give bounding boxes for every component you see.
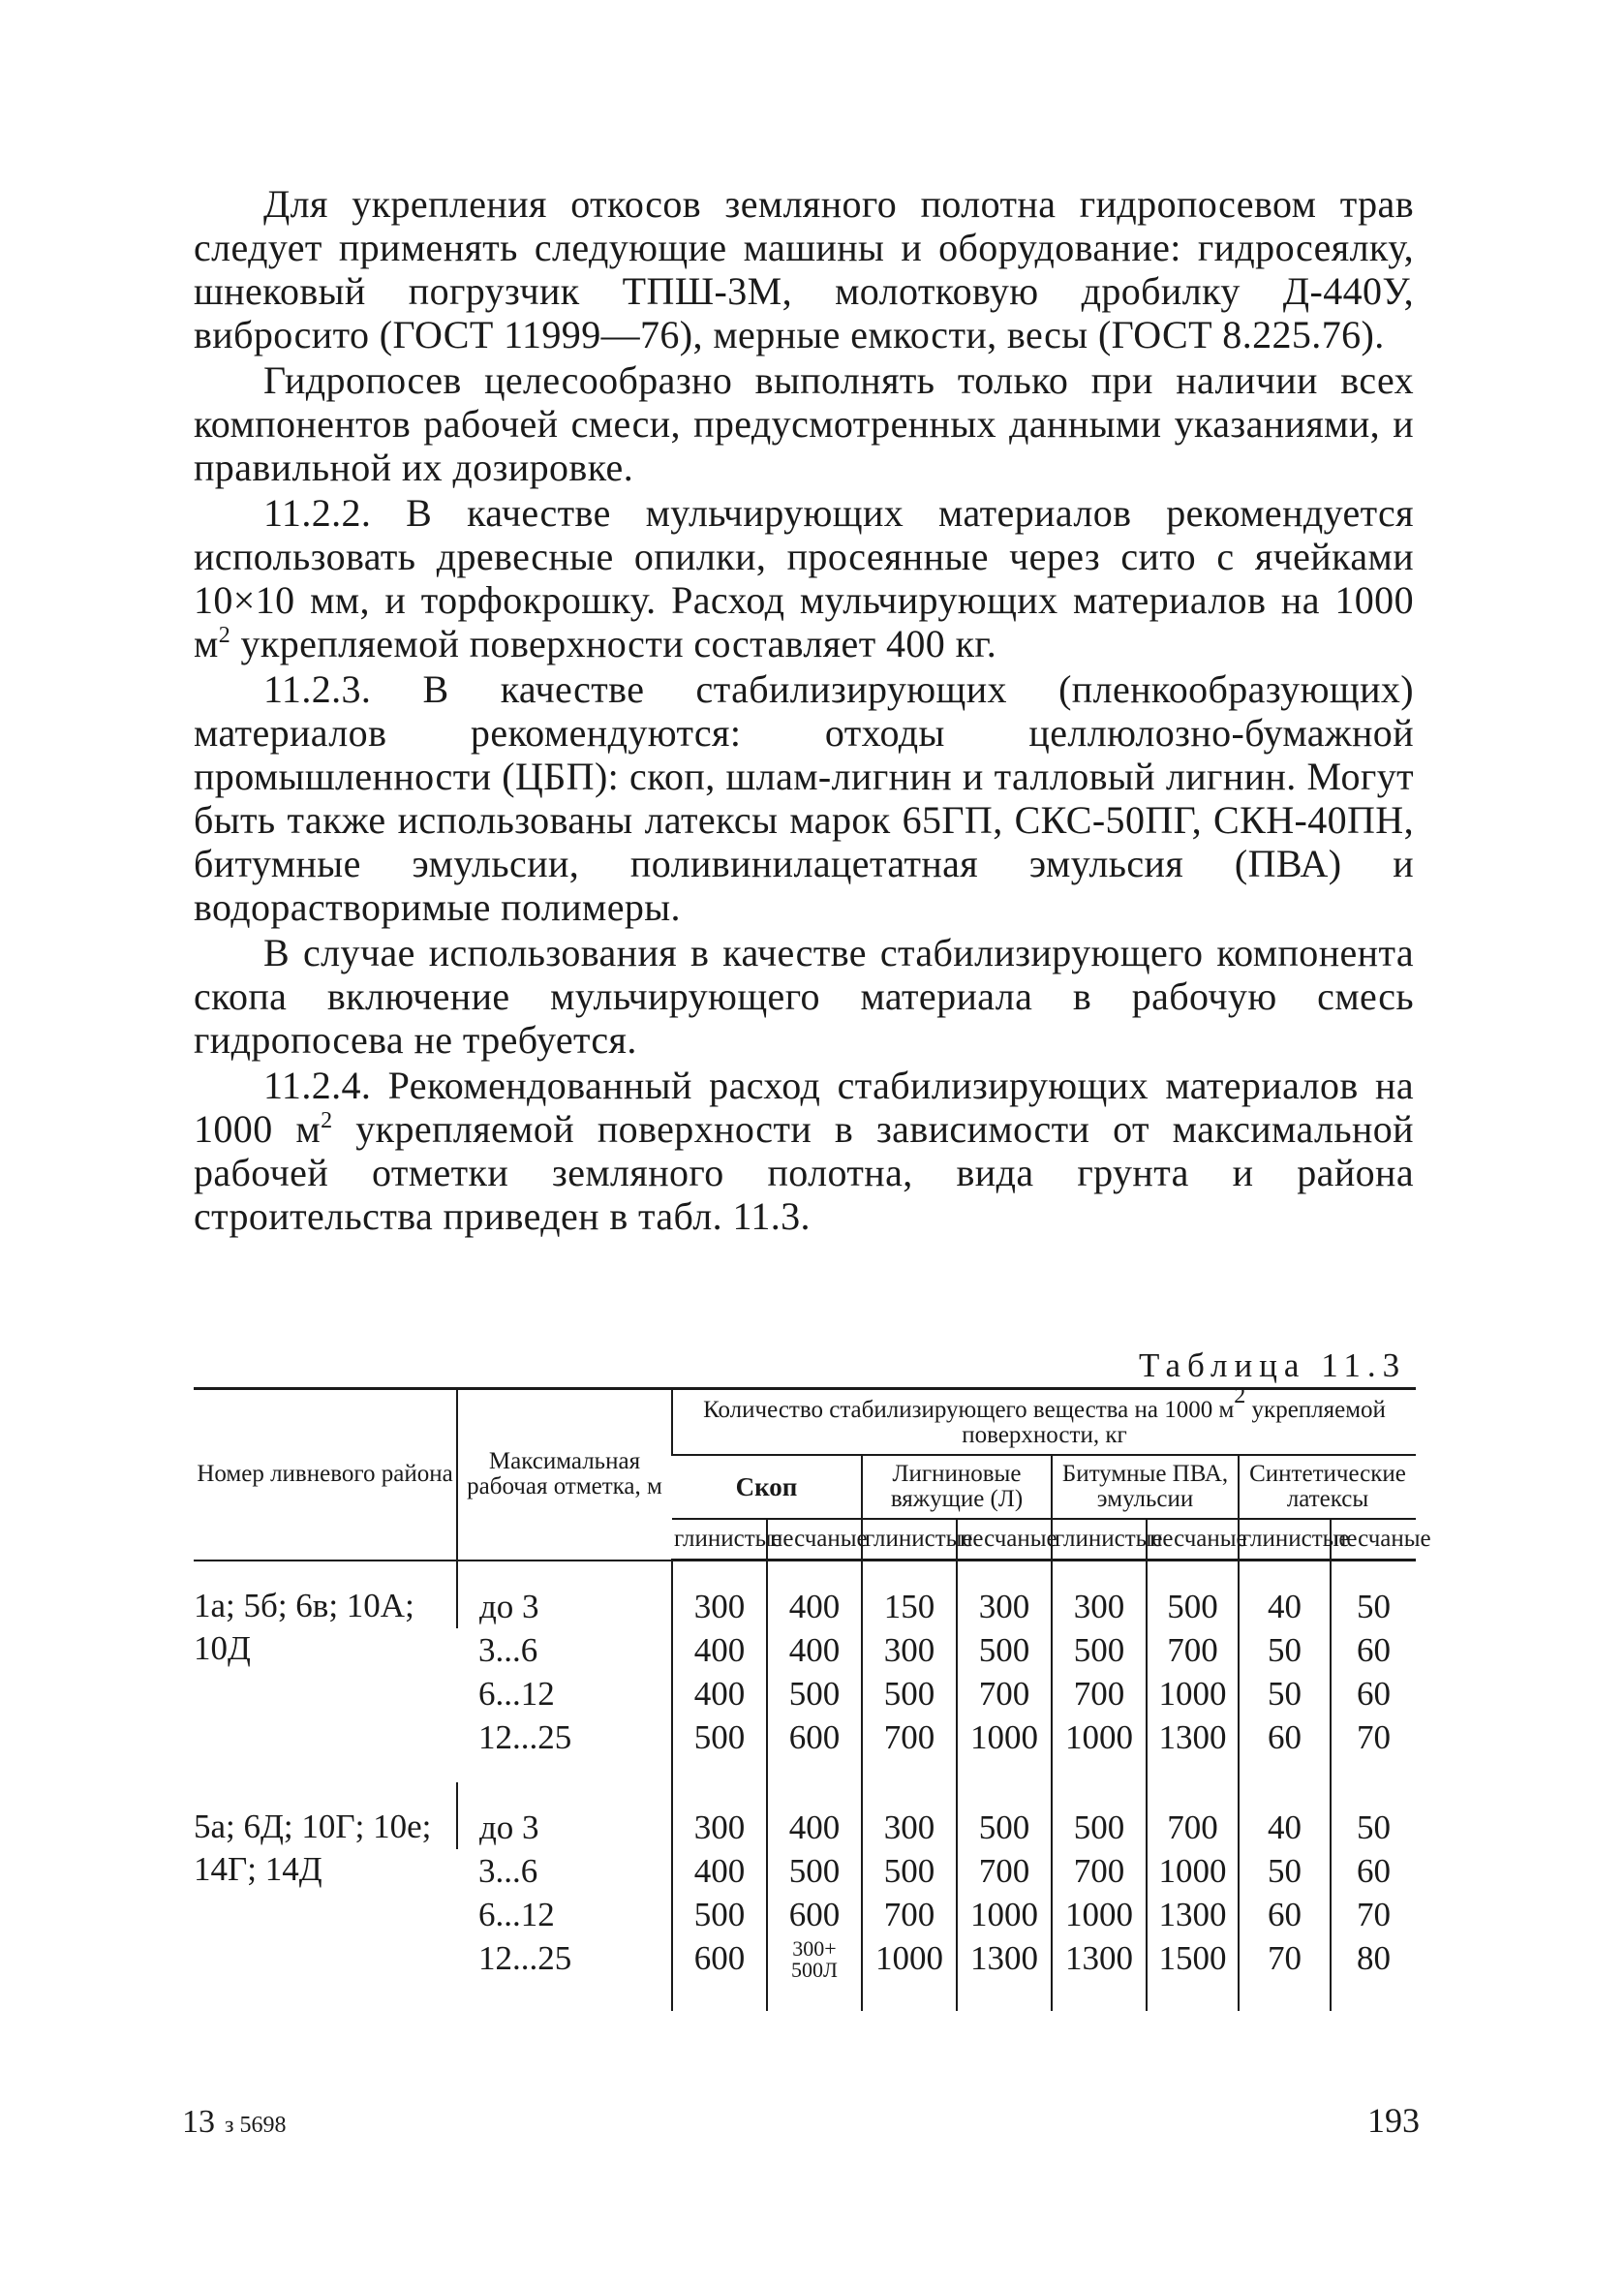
- printer-mark: [182, 2104, 286, 2141]
- height-cell: 12...25: [478, 1939, 572, 1977]
- value-cell: 600: [767, 1715, 862, 1782]
- value-cell: 700: [957, 1849, 1052, 1893]
- value-cell: 500: [1052, 1782, 1147, 1849]
- value-cell: 700: [862, 1715, 957, 1782]
- paragraph: В случае использования в качестве стабилизирующего компонента скопа включение мульчирующего материала в рабочую смесь гидропосева не требуется.: [194, 931, 1414, 1062]
- value-cell: 1000: [957, 1715, 1052, 1782]
- height-cell: 3...6: [478, 1631, 538, 1669]
- page-number: 193: [1367, 2101, 1420, 2140]
- header-soil-clay: глинистые: [1239, 1519, 1331, 1561]
- body-text: [194, 182, 1414, 1238]
- value-cell: 60: [1239, 1893, 1331, 1936]
- header-soil-sand: песчаные: [1147, 1519, 1239, 1561]
- header-soil-sand: песчаные: [1331, 1519, 1416, 1561]
- value-cell: 500: [957, 1782, 1052, 1849]
- value-cell: 1300: [1147, 1715, 1239, 1782]
- value-cell: 400: [767, 1628, 862, 1672]
- value-cell: 60: [1331, 1672, 1416, 1715]
- value-cell: 1000: [1147, 1672, 1239, 1715]
- value-cell: 1300: [1147, 1893, 1239, 1936]
- value-cell: 400: [767, 1561, 862, 1629]
- paragraph: 11.2.2. В качестве мульчирующих материалов рекомендуется использовать древесные опилки, просеянные через сито с ячейками 10×10 мм, и торфокрошку. Расход мульчирующих материалов на 1000 $м^2$ укрепляемой поверхности составляет 400 кг.: [194, 491, 1414, 665]
- value-cell: 150: [862, 1561, 957, 1629]
- value-cell: 500: [767, 1849, 862, 1893]
- order-number: з 5698: [225, 2113, 287, 2138]
- region-cell: 1а; 5б; 6в; 10А; 10Д: [194, 1586, 414, 1667]
- value-cell: 50: [1331, 1782, 1416, 1849]
- value-cell: 500: [672, 1715, 767, 1782]
- value-cell: 70: [1239, 1936, 1331, 2011]
- value-cell: 40: [1239, 1561, 1331, 1629]
- header-soil-clay: глинистые: [672, 1519, 767, 1561]
- value-cell: 1500: [1147, 1936, 1239, 2011]
- value-cell: 500: [957, 1628, 1052, 1672]
- value-cell: 400: [672, 1628, 767, 1672]
- value-cell: 70: [1331, 1715, 1416, 1782]
- value-cell: 500: [1147, 1561, 1239, 1629]
- table-body: [194, 1561, 1416, 2012]
- value-cell: 50: [1239, 1672, 1331, 1715]
- value-cell: 60: [1239, 1715, 1331, 1782]
- header-quantity: [672, 1383, 1416, 1456]
- header-soil-clay: глинистые: [862, 1519, 957, 1561]
- value-cell: 600: [767, 1893, 862, 1936]
- value-cell: 60: [1331, 1628, 1416, 1672]
- value-cell: 700: [1147, 1628, 1239, 1672]
- value-cell: 50: [1239, 1849, 1331, 1893]
- value-cell: 300: [672, 1561, 767, 1629]
- height-cell: до 3: [457, 1782, 672, 1849]
- value-cell: 60: [1331, 1849, 1416, 1893]
- value-cell: 400: [672, 1672, 767, 1715]
- paragraph: Гидропосев целесообразно выполнять только при наличии всех компонентов рабочей смеси, предусмотренных данными указаниями, и правильной их дозировке.: [194, 358, 1414, 489]
- value-cell: 400: [672, 1849, 767, 1893]
- header-group-bitumen: Битумные ПВА, эмульсии: [1052, 1455, 1239, 1519]
- value-cell: 300: [672, 1782, 767, 1849]
- header-quantity-text: Количество стабилизирующего вещества на 1000 $м^2$ укрепляемой поверхности, кг: [703, 1383, 1386, 1448]
- value-cell: 1300: [1052, 1936, 1147, 2011]
- header-soil-clay: глинистые: [1052, 1519, 1147, 1561]
- header-soil-sand: песчаные: [767, 1519, 862, 1561]
- value-cell: 300: [862, 1628, 957, 1672]
- value-cell: 700: [1052, 1672, 1147, 1715]
- value-cell: 40: [1239, 1782, 1331, 1849]
- value-cell: 1000: [957, 1893, 1052, 1936]
- table-row: [194, 1782, 1416, 1849]
- value-cell: 600: [672, 1936, 767, 2011]
- value-cell: 500: [672, 1893, 767, 1936]
- header-soil-sand: песчаные: [957, 1519, 1052, 1561]
- value-cell: 400: [767, 1782, 862, 1849]
- header-height: Максимальная рабочая отметка, м: [457, 1389, 672, 1561]
- value-cell: 80: [1331, 1936, 1416, 2011]
- value-cell: [767, 1936, 862, 2011]
- value-note: 300+ 500Л: [791, 1936, 838, 1982]
- header-group-latex: Синтетические латексы: [1239, 1455, 1416, 1519]
- paragraph: 11.2.3. В качестве стабилизирующих (пленкообразующих) материалов рекомендуются: отходы целлюлозно-бумажной промышленности (ЦБП): скоп, шлам-лигнин и талловый лигнин. Могут быть также использованы латексы марок 65ГП, СКС-50ПГ, СКН-40ПН, битумные эмульсии, поливинилацетатная эмульсия (ПВА) и водорастворимые полимеры.: [194, 667, 1414, 929]
- value-cell: 700: [957, 1672, 1052, 1715]
- value-cell: 1000: [1052, 1715, 1147, 1782]
- value-cell: 700: [1147, 1782, 1239, 1849]
- height-cell: 6...12: [478, 1896, 555, 1933]
- height-cell: до 3: [457, 1561, 672, 1629]
- paragraph: Для укрепления откосов земляного полотна гидропосевом трав следует применять следующие машины и оборудование: гидросеялку, шнековый погрузчик ТПШ-3М, молотковую дробилку Д-440У, вибросито (ГОСТ 11999—76), мерные емкости, весы (ГОСТ 8.225.76).: [194, 182, 1414, 356]
- value-cell: 1300: [957, 1936, 1052, 2011]
- value-cell: 1000: [1147, 1849, 1239, 1893]
- value-cell: 500: [767, 1672, 862, 1715]
- value-cell: 300: [862, 1782, 957, 1849]
- value-cell: 50: [1239, 1628, 1331, 1672]
- header-region: Номер ливневого района: [194, 1389, 457, 1561]
- height-cell: 3...6: [478, 1852, 538, 1890]
- table-row: [194, 1561, 1416, 1629]
- value-cell: 300: [957, 1561, 1052, 1629]
- value-cell: 500: [862, 1849, 957, 1893]
- header-group-lignin: Лигниновые вяжущие (Л): [862, 1455, 1052, 1519]
- consumption-table: [194, 1383, 1431, 2011]
- table-caption: Таблица 11.3: [1139, 1346, 1407, 1384]
- value-cell: 500: [862, 1672, 957, 1715]
- region-cell: 5а; 6Д; 10Г; 10е; 14Г; 14Д: [194, 1808, 432, 1888]
- height-cell: 6...12: [478, 1675, 555, 1713]
- height-cell: 12...25: [478, 1718, 572, 1756]
- header-group-skop: Скоп: [672, 1455, 862, 1519]
- value-cell: 50: [1331, 1561, 1416, 1629]
- paragraph: 11.2.4. Рекомендованный расход стабилизирующих материалов на 1000 $м^2$ укрепляемой поверхности в зависимости от максимальной рабочей отметки земляного полотна, вида грунта и района строительства приведен в табл. 11.3.: [194, 1064, 1414, 1238]
- value-cell: 70: [1331, 1893, 1416, 1936]
- value-cell: 700: [1052, 1849, 1147, 1893]
- value-cell: 700: [862, 1893, 957, 1936]
- value-cell: 1000: [1052, 1893, 1147, 1936]
- sheet-number: 13: [182, 2104, 215, 2140]
- value-cell: 300: [1052, 1561, 1147, 1629]
- value-cell: 1000: [862, 1936, 957, 2011]
- value-cell: 500: [1052, 1628, 1147, 1672]
